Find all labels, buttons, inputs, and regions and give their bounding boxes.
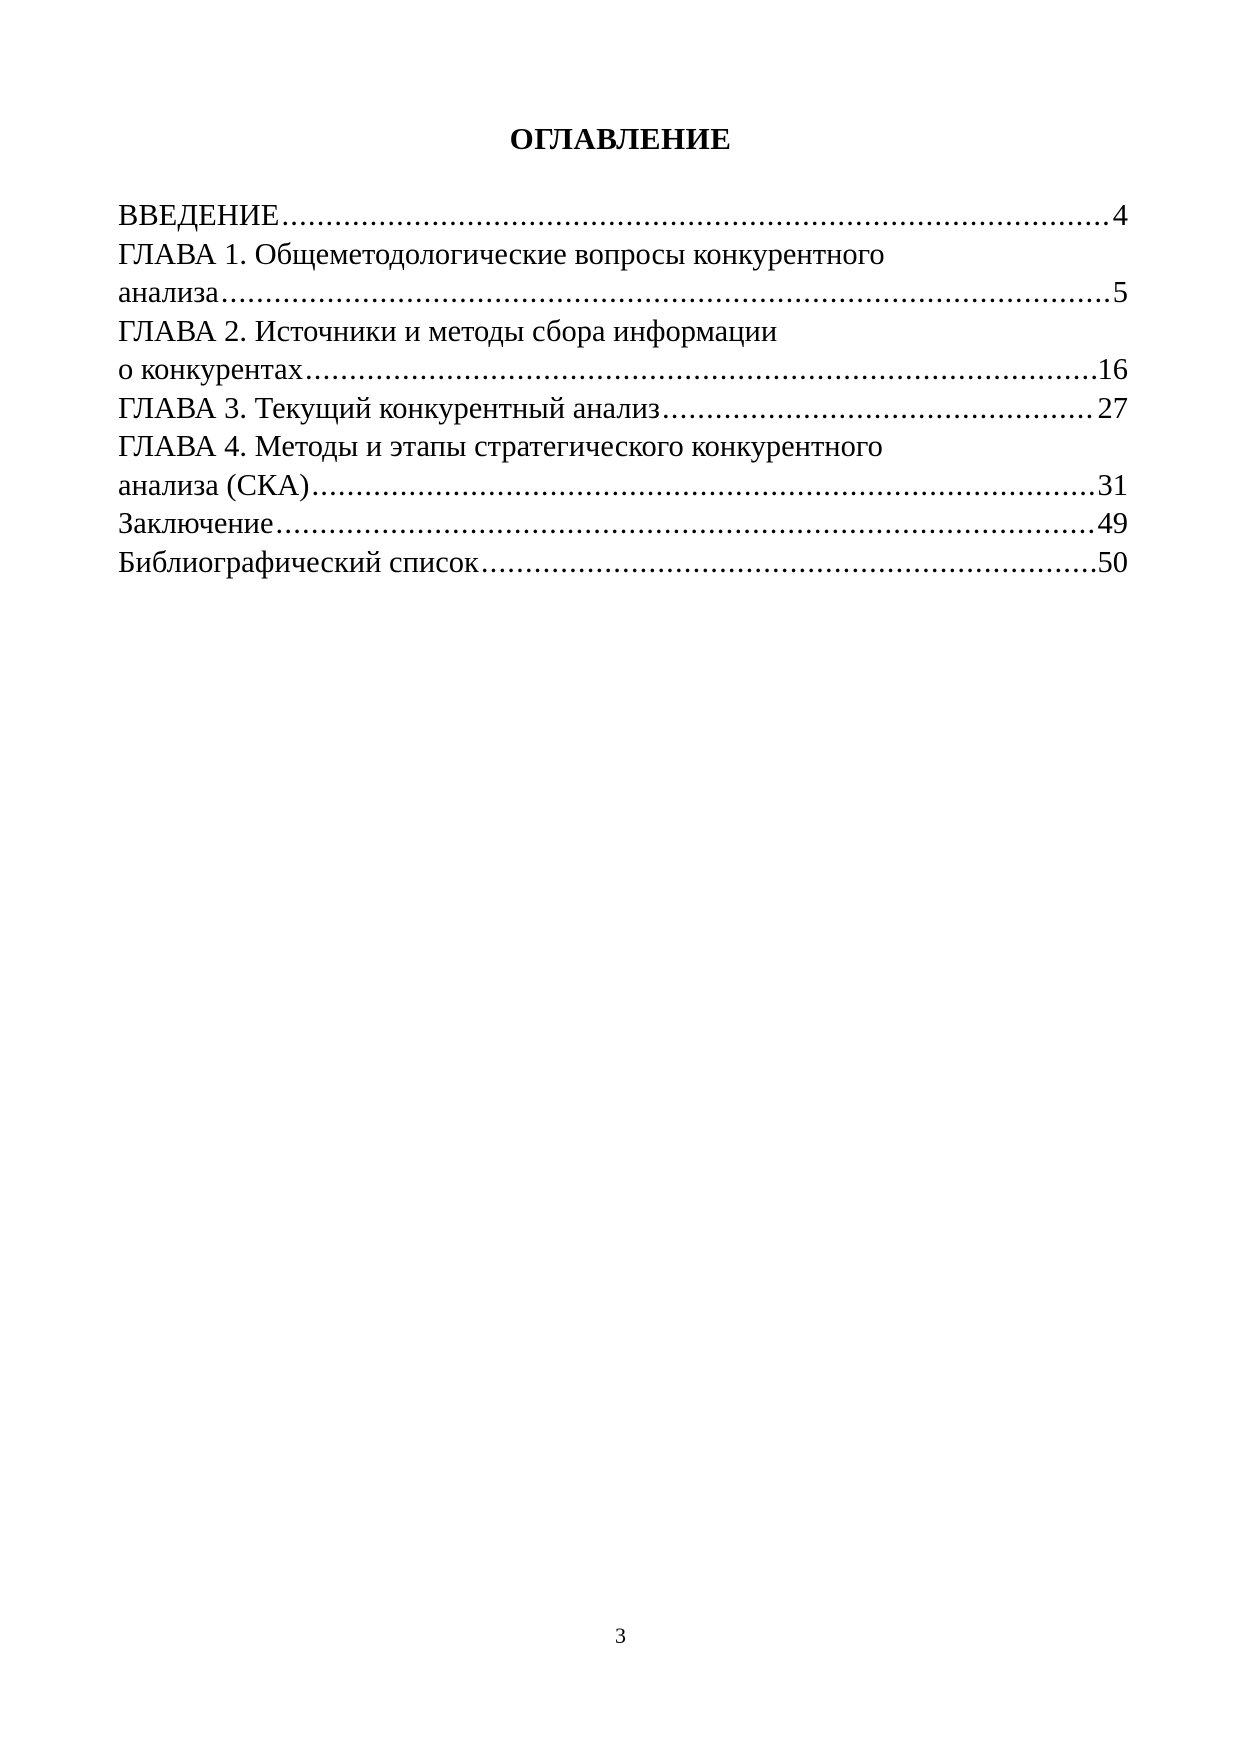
toc-entry-page: 16 — [1097, 352, 1128, 386]
toc-entry-page: 50 — [1097, 544, 1128, 579]
toc-entry-chapter-1-line-2 — [118, 273, 1128, 312]
toc-entry-label-continued: анализа (СКА) — [118, 467, 310, 502]
toc-leader-dots — [662, 389, 1096, 428]
toc-entry-chapter-1-line-1 — [118, 235, 1128, 274]
toc-entry-label: ГЛАВА 2. Источники и методы сбора информации — [118, 313, 778, 348]
toc-leader-dots — [281, 196, 1110, 235]
toc-leader-dots — [311, 466, 1095, 505]
toc-entry-label: Библиографический список — [118, 544, 479, 579]
toc-entry-page: 49 — [1097, 506, 1128, 540]
toc-entry-label: Заключение — [118, 506, 274, 540]
toc-leader-dots — [481, 543, 1096, 582]
toc-entry-page: 31 — [1097, 467, 1128, 502]
page-title: ОГЛАВЛЕНИЕ — [509, 121, 732, 156]
toc-leader-dots — [305, 350, 1096, 389]
toc-entry-label: ГЛАВА 3. Текущий конкурентный анализ — [118, 390, 660, 425]
toc-entry-chapter-4-line-2 — [118, 466, 1128, 505]
table-of-contents — [118, 196, 1128, 581]
toc-entry-chapter-3 — [118, 389, 1128, 428]
toc-entry-chapter-2-line-2 — [118, 350, 1128, 389]
toc-leader-dots — [221, 273, 1111, 312]
toc-entry-chapter-4-line-1 — [118, 427, 1128, 466]
toc-entry-label-continued: анализа — [118, 275, 219, 309]
toc-entry-introduction — [118, 196, 1128, 235]
toc-entry-label: ВВЕДЕНИЕ — [118, 198, 280, 232]
page-number: 3 — [615, 1623, 626, 1648]
toc-entry-label-continued: о конкурентах — [118, 352, 303, 386]
toc-entry-page: 5 — [1112, 275, 1128, 309]
toc-entry-label: ГЛАВА 4. Методы и этапы стратегического конкурентного — [118, 429, 883, 463]
toc-leader-dots — [276, 504, 1096, 543]
toc-entry-chapter-2-line-1 — [118, 312, 1128, 351]
toc-entry-page: 4 — [1112, 198, 1128, 232]
toc-entry-conclusion — [118, 504, 1128, 543]
toc-entry-page: 27 — [1097, 390, 1128, 425]
toc-entry-label: ГЛАВА 1. Общеметодологические вопросы конкурентного — [118, 236, 885, 271]
toc-entry-bibliography — [118, 543, 1128, 582]
